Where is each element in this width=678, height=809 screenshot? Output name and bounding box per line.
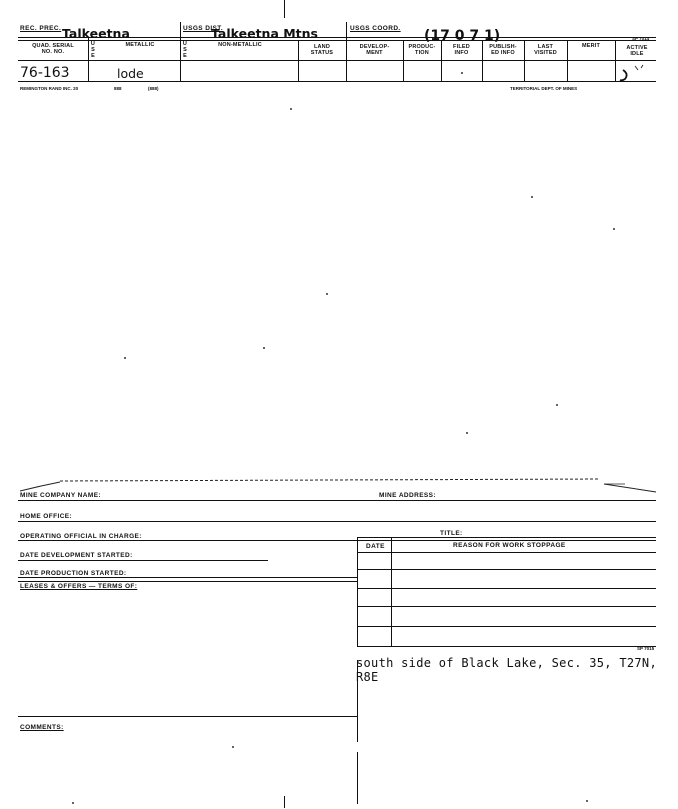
stoppage-left-border bbox=[357, 537, 358, 647]
stoppage-row-2 bbox=[358, 588, 656, 589]
col-header-merit: MERIT bbox=[581, 43, 601, 49]
comments-right-border bbox=[357, 660, 358, 742]
date-production-label: DATE PRODUCTION STARTED: bbox=[20, 570, 127, 577]
filed-info-mark bbox=[461, 72, 463, 74]
speck bbox=[531, 196, 533, 198]
title-label: TITLE: bbox=[440, 530, 463, 537]
fold-line-top bbox=[284, 0, 285, 18]
col-header-quad: QUAD. SERIAL NO. NO. bbox=[32, 43, 74, 55]
speck bbox=[326, 293, 328, 295]
usgs-coord-value: (17 0 7 1) bbox=[424, 28, 501, 44]
stoppage-row-3 bbox=[358, 606, 656, 607]
col-header-land-status: LAND STATUS bbox=[310, 44, 334, 56]
speck bbox=[613, 228, 615, 230]
footer-imprint-left: REMINGTON RAND INC. 20 bbox=[20, 86, 79, 91]
header-top-rule bbox=[18, 37, 656, 38]
rule-comments bbox=[18, 716, 358, 717]
usgs-coord-label: USGS COORD. bbox=[350, 25, 401, 32]
form-number-bottom: SP 7015 bbox=[637, 646, 655, 651]
mine-company-label: MINE COMPANY NAME: bbox=[20, 492, 101, 499]
col-sep-5 bbox=[403, 40, 404, 81]
col-header-filed-info: FILED INFO bbox=[453, 44, 470, 56]
col-header-metallic: METALLIC bbox=[125, 42, 155, 48]
footer-imprint-mid2: (888) bbox=[148, 86, 159, 91]
usgs-dist-label: USGS DIST. bbox=[183, 25, 224, 32]
speck bbox=[556, 404, 558, 406]
rule-date-prod-2 bbox=[18, 581, 358, 582]
col-header-last-visited: LAST VISITED bbox=[534, 44, 557, 56]
operating-official-label: OPERATING OFFICIAL IN CHARGE: bbox=[20, 533, 142, 540]
rule-home-office bbox=[18, 521, 656, 522]
speck bbox=[232, 746, 234, 748]
col-sep-1 bbox=[88, 37, 89, 81]
speck bbox=[124, 357, 126, 359]
reason-col-label: REASON FOR WORK STOPPAGE bbox=[453, 542, 566, 549]
speck bbox=[586, 800, 588, 802]
col-header-active-idle: ACTIVE IDLE bbox=[626, 45, 648, 57]
comments-label: COMMENTS: bbox=[20, 724, 64, 731]
lower-card-top-edge bbox=[0, 474, 678, 498]
col-sep-9 bbox=[567, 40, 568, 81]
stoppage-row-4 bbox=[358, 626, 656, 627]
rec-prec-value: Talkeetna bbox=[62, 26, 130, 41]
speck bbox=[263, 347, 265, 349]
col-sep-6 bbox=[441, 40, 442, 81]
col-sep-8 bbox=[524, 40, 525, 81]
rule-title bbox=[358, 537, 656, 538]
col-header-production: PRODUC- TION bbox=[408, 44, 436, 56]
header-bottom-rule bbox=[18, 81, 656, 82]
col-header-use-nonmetallic: U S E bbox=[182, 41, 188, 59]
home-office-label: HOME OFFICE: bbox=[20, 513, 73, 520]
rule-company bbox=[18, 500, 656, 501]
rule-official bbox=[18, 540, 656, 541]
metallic-value: lode bbox=[117, 66, 144, 81]
stoppage-row-5 bbox=[358, 646, 656, 647]
speck bbox=[466, 432, 468, 434]
date-development-label: DATE DEVELOPMENT STARTED: bbox=[20, 552, 133, 559]
col-sep-4 bbox=[346, 22, 347, 81]
fold-line-bottom bbox=[284, 796, 285, 808]
rule-stoppage-header bbox=[358, 552, 656, 553]
col-sep-10 bbox=[615, 40, 616, 81]
rule-date-dev bbox=[18, 560, 268, 561]
leases-label: LEASES & OFFERS — TERMS OF: bbox=[20, 583, 138, 590]
col-header-development: DEVELOP- MENT bbox=[359, 44, 390, 56]
stoppage-date-sep bbox=[391, 537, 392, 647]
header-mid-rule bbox=[18, 60, 656, 61]
col-sep-7 bbox=[482, 40, 483, 81]
footer-imprint-right: TERRITORIAL DEPT. OF MINES bbox=[510, 86, 578, 91]
mine-address-label: MINE ADDRESS: bbox=[379, 492, 436, 499]
rule-date-prod bbox=[18, 577, 358, 578]
col-header-published-info: PUBLISH- ED INFO bbox=[489, 44, 517, 56]
quad-serial-value: 76-163 bbox=[20, 65, 70, 81]
date-col-label: DATE bbox=[366, 543, 385, 550]
usgs-dist-value: Talkeetna Mtns bbox=[211, 26, 318, 41]
form-number-top: SP 7014 bbox=[632, 36, 650, 41]
footer-imprint-mid1: 888 bbox=[114, 86, 122, 91]
comments-right-border-2 bbox=[357, 752, 358, 804]
col-header-use-metallic: U S E bbox=[90, 41, 96, 59]
location-text: south side of Black Lake, Sec. 35, T27N, R8E bbox=[356, 656, 657, 684]
active-idle-mark-icon bbox=[617, 62, 657, 84]
col-sep-2 bbox=[180, 22, 181, 81]
speck bbox=[72, 802, 74, 804]
header-top-rule-2 bbox=[18, 40, 656, 41]
rec-prec-label: REC. PREC. bbox=[20, 25, 62, 32]
col-sep-3 bbox=[298, 40, 299, 81]
stoppage-row-1 bbox=[358, 569, 656, 570]
col-header-nonmetallic: NON-METALLIC bbox=[218, 42, 262, 48]
speck bbox=[290, 108, 292, 110]
